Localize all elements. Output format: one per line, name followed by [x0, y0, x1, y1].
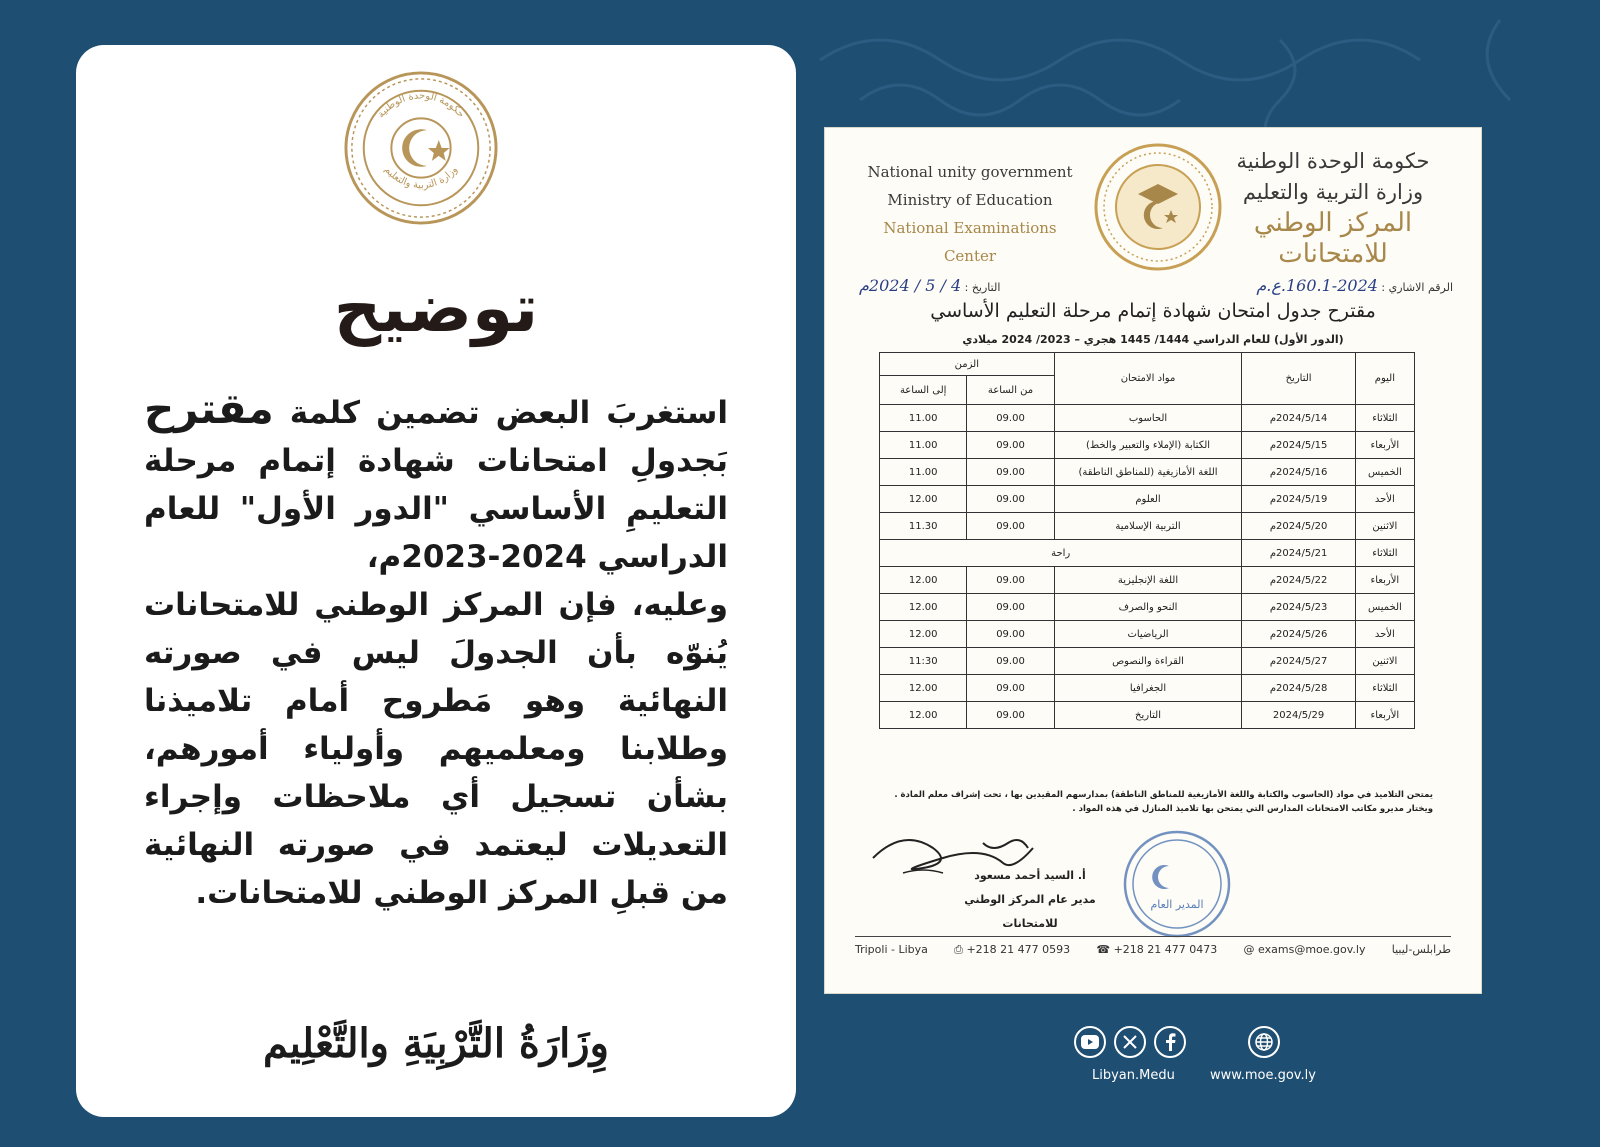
social-icons — [1074, 1026, 1186, 1058]
col-day: اليوم — [1355, 353, 1414, 405]
cell-subject: اللغة الأمازيغية (للمناطق الناطقة) — [1054, 459, 1242, 486]
document-title: مقترح جدول امتحان شهادة إتمام مرحلة التعليم الأساسي — [930, 300, 1376, 322]
date-value: 4 / 5 / 2024م — [859, 276, 962, 295]
en-government: National unity government — [867, 163, 1073, 181]
stamp-text: المدير العام — [1150, 898, 1204, 911]
footer-city-en: Tripoli - Libya — [855, 943, 928, 956]
table-row — [880, 405, 1415, 432]
reference-number — [1256, 276, 1453, 295]
cell-day: الثلاثاء — [1355, 540, 1414, 567]
table-row — [880, 486, 1415, 513]
cell-subject: النحو والصرف — [1054, 594, 1242, 621]
table-row — [880, 621, 1415, 648]
cell-subject: اللغة الإنجليزية — [1054, 567, 1242, 594]
cell-from: 09.00 — [967, 621, 1054, 648]
social-handle[interactable]: Libyan.Medu — [1092, 1068, 1175, 1083]
cell-day: الأحد — [1355, 486, 1414, 513]
cell-from: 09.00 — [967, 702, 1054, 729]
cell-subject: القراءة والنصوص — [1054, 648, 1242, 675]
cell-date: 2024/5/20م — [1242, 513, 1355, 540]
body-text-part1: استغربَ البعض تضمين كلمة — [289, 395, 729, 431]
ministry-signature: وِزَارَةُ التَّرْبِيَةِ والتَّعْلِيم — [263, 1020, 609, 1067]
schedule-rows — [880, 405, 1415, 729]
col-to: إلى الساعة — [880, 376, 967, 405]
cell-day: الخميس — [1355, 459, 1414, 486]
cell-from: 09.00 — [967, 432, 1054, 459]
cell-from: 09.00 — [967, 405, 1054, 432]
date-label: التاريخ : — [964, 281, 1001, 294]
cell-to: 11:30 — [880, 648, 967, 675]
document-notes — [865, 788, 1433, 816]
cell-day: الأربعاء — [1355, 432, 1414, 459]
cell-subject: الجغرافيا — [1054, 675, 1242, 702]
body-bold-word: مقترح — [144, 384, 274, 433]
footer-fax: ⎙ +218 21 477 0593 — [954, 943, 1071, 956]
en-ministry: Ministry of Education — [887, 191, 1053, 209]
cell-date: 2024/5/19م — [1242, 486, 1355, 513]
cell-date: 2024/5/14م — [1242, 405, 1355, 432]
cell-to: 11.00 — [880, 405, 967, 432]
announcement-body — [144, 385, 728, 917]
document-date — [859, 276, 1000, 295]
ar-center: المركز الوطني للامتحانات — [1253, 208, 1413, 269]
table-row — [880, 702, 1415, 729]
signer-name: أ. السيد أحمد مسعود — [974, 869, 1086, 882]
cell-subject: الرياضيات — [1054, 621, 1242, 648]
cell-date: 2024/5/26م — [1242, 621, 1355, 648]
signer-title: مدير عام المركز الوطني للامتحانات — [964, 893, 1096, 930]
cell-from: 09.00 — [967, 675, 1054, 702]
body-text-part2: بَجدولِ امتحانات شهادة إتمام مرحلة التعليمِ الأساسي "الدور الأول" للعام الدراسي 2024-2023م، — [144, 443, 728, 575]
table-row — [880, 648, 1415, 675]
reference-row — [859, 272, 1453, 298]
cell-day: الاثنين — [1355, 648, 1414, 675]
cell-to: 11.00 — [880, 459, 967, 486]
official-stamp-icon — [1121, 828, 1233, 940]
table-row — [880, 513, 1415, 540]
document-subtitle: (الدور الأول) للعام الدراسي 1444/ 1445 هجري – 2023/ 2024 ميلادي — [962, 333, 1344, 346]
document-footer — [855, 936, 1451, 957]
en-center: National Examinations Center — [883, 219, 1057, 265]
table-row — [880, 567, 1415, 594]
col-time: الزمن — [880, 353, 1055, 376]
cell-to: 12.00 — [880, 621, 967, 648]
cell-date: 2024/5/29 — [1242, 702, 1355, 729]
arabic-letterhead — [1213, 146, 1453, 270]
cell-date: 2024/5/23م — [1242, 594, 1355, 621]
cell-to: 11.30 — [880, 513, 967, 540]
cell-day: الأربعاء — [1355, 702, 1414, 729]
cell-to: 12.00 — [880, 567, 967, 594]
table-row — [880, 540, 1415, 567]
ar-ministry: وزارة التربية والتعليم — [1242, 180, 1424, 204]
table-row — [880, 675, 1415, 702]
body-text-part3: وعليه، فإن المركز الوطني للامتحانات يُنوّه بأن الجدولَ ليس في صورته النهائية وهو مَطروح أمام تلاميذنا وطلابنا ومعلميهم وأولياء أمورهم، بشأن تسجيل أي ملاحظات وإجراء التعديلات ليعتمد في صورته النهائية من قبلِ المركز الوطني للامتحانات. — [144, 587, 728, 911]
cell-from: 09.00 — [967, 594, 1054, 621]
cell-subject: راحة — [880, 540, 1242, 567]
cell-date: 2024/5/27م — [1242, 648, 1355, 675]
cell-from: 09.00 — [967, 513, 1054, 540]
globe-icon[interactable] — [1248, 1026, 1280, 1058]
footer-phone: ☎ +218 21 477 0473 — [1096, 943, 1218, 956]
cell-day: الثلاثاء — [1355, 405, 1414, 432]
svg-text:وزارة التربية والتعليم: وزارة التربية والتعليم — [382, 164, 460, 192]
cell-date: 2024/5/21م — [1242, 540, 1355, 567]
cell-date: 2024/5/15م — [1242, 432, 1355, 459]
cell-to: 12.00 — [880, 702, 967, 729]
signer-block — [935, 864, 1125, 936]
cell-day: الأحد — [1355, 621, 1414, 648]
cell-to: 12.00 — [880, 594, 967, 621]
cell-date: 2024/5/28م — [1242, 675, 1355, 702]
website-link[interactable]: www.moe.gov.ly — [1210, 1068, 1316, 1083]
ar-government: حكومة الوحدة الوطنية — [1236, 149, 1430, 173]
table-row — [880, 432, 1415, 459]
exam-center-seal-icon — [1093, 142, 1223, 272]
cell-to: 11.00 — [880, 432, 967, 459]
reference-label: الرقم الاشاري : — [1381, 281, 1453, 294]
cell-to: 12.00 — [880, 675, 967, 702]
cell-date: 2024/5/22م — [1242, 567, 1355, 594]
english-letterhead — [860, 158, 1080, 270]
reference-value: 2024-160.1.ع.م — [1256, 276, 1378, 295]
svg-text:حكومة الوحدة الوطنية: حكومة الوحدة الوطنية — [375, 90, 467, 121]
cell-from: 09.00 — [967, 459, 1054, 486]
cell-subject: الحاسوب — [1054, 405, 1242, 432]
note-2: ويختار مديرو مكاتب الامتحانات المدارس التي يمتحن بها تلاميذ المنازل في هذه المواد . — [1072, 804, 1433, 814]
ministry-seal-icon — [342, 69, 500, 227]
youtube-icon[interactable] — [1074, 1026, 1106, 1058]
cell-day: الاثنين — [1355, 513, 1414, 540]
cell-from: 09.00 — [967, 486, 1054, 513]
x-icon[interactable] — [1114, 1026, 1146, 1058]
cell-from: 09.00 — [967, 648, 1054, 675]
cell-day: الأربعاء — [1355, 567, 1414, 594]
footer-city-ar: طرابلس-ليبيا — [1391, 943, 1451, 956]
announcement-card — [76, 45, 796, 1117]
cell-subject: التاريخ — [1054, 702, 1242, 729]
exam-schedule-table — [879, 352, 1415, 729]
table-row — [880, 594, 1415, 621]
page-title: توضيح — [333, 270, 539, 347]
exam-schedule-document — [825, 128, 1481, 993]
table-row — [880, 459, 1415, 486]
footer-email: @ exams@moe.gov.ly — [1243, 943, 1366, 956]
cell-subject: العلوم — [1054, 486, 1242, 513]
cell-day: الثلاثاء — [1355, 675, 1414, 702]
col-from: من الساعة — [967, 376, 1054, 405]
cell-subject: الكتابة (الإملاء والتعبير والخط) — [1054, 432, 1242, 459]
cell-to: 12.00 — [880, 486, 967, 513]
cell-subject: التربية الإسلامية — [1054, 513, 1242, 540]
note-1: يمتحن التلاميذ في مواد (الحاسوب والكتابة واللغة الأمازيغية للمناطق الناطقة) بمدارسهم المقيدين بها ، تحت إشراف معلم المادة . — [894, 790, 1433, 800]
col-subject: مواد الامتحان — [1054, 353, 1242, 405]
cell-date: 2024/5/16م — [1242, 459, 1355, 486]
facebook-icon[interactable] — [1154, 1026, 1186, 1058]
cell-day: الخميس — [1355, 594, 1414, 621]
cell-from: 09.00 — [967, 567, 1054, 594]
col-date: التاريخ — [1242, 353, 1355, 405]
